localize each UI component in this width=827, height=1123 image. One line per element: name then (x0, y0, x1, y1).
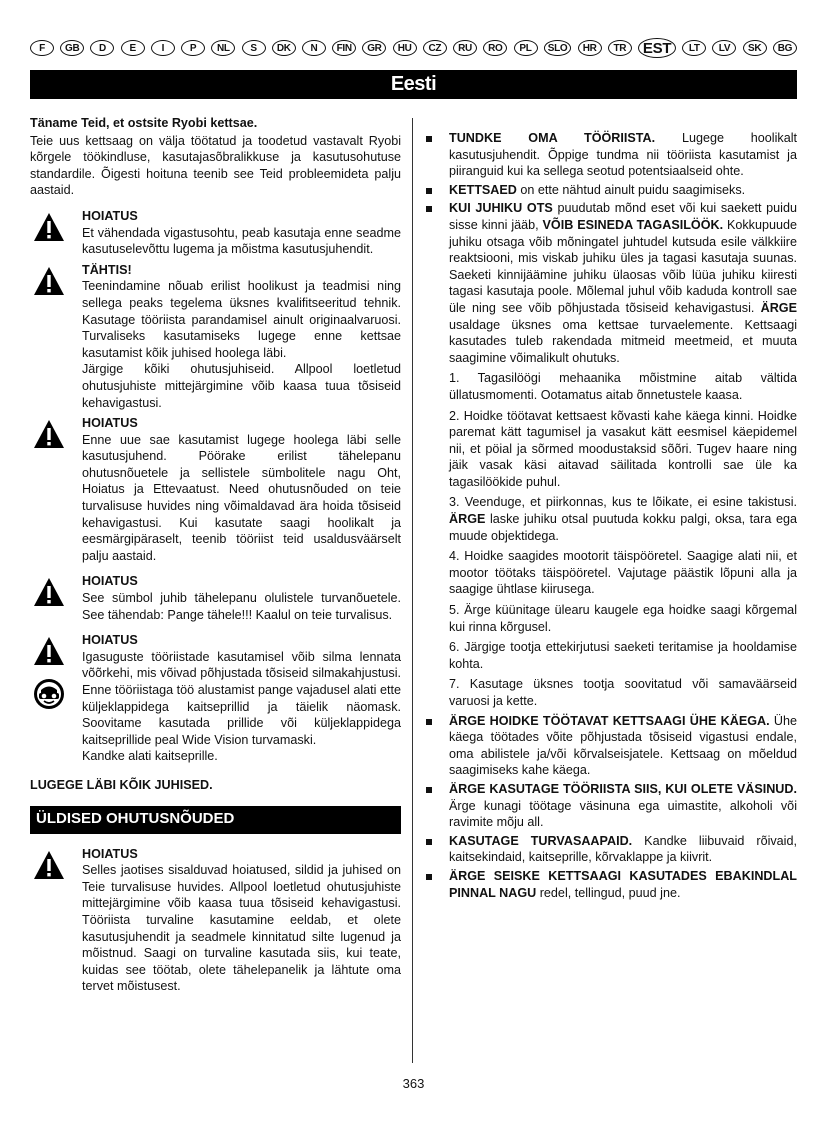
sub-item-emphasis: ÄRGE (449, 512, 486, 527)
list-item (424, 200, 797, 366)
sub-item: 1. Tagasilöögi mehaanika mõistmine aitab vältida üllatusmomenti. Ootamatus aitab õnnetustele kaasa. (449, 371, 797, 402)
bullet-icon (424, 130, 449, 180)
eye-protection-icon (33, 678, 65, 710)
warning-triangle-icon (33, 212, 65, 242)
item-heading: TUNDKE OMA TÖÖRIISTA. (449, 131, 656, 145)
warning-block (30, 632, 401, 765)
language-pill-fin: FIN (332, 40, 356, 56)
warning-title: HOIATUS (82, 416, 138, 431)
important-block (30, 262, 401, 411)
list-item (424, 182, 797, 199)
sub-item: 4. Hoidke saagides mootorit täispööretel. Saagige alati nii, et mootor töötaks täispööretel. Vajutage päästik lõpuni alla ja saagige ühtlase kiirusega. (449, 549, 797, 597)
language-pill-sk: SK (743, 40, 767, 56)
language-pill-est: EST (638, 38, 676, 58)
language-pill-tr: TR (608, 40, 632, 56)
warning-triangle-icon (33, 850, 65, 880)
bullet-icon (424, 713, 449, 779)
language-pill-ro: RO (483, 40, 507, 56)
language-pill-slo: SLO (544, 40, 572, 56)
bullet-icon (424, 200, 449, 366)
intro-text: Teie uus kettsaag on välja töötatud ja toodetud vastavalt Ryobi kõrgele töökindluse, kasutajasõbralikkuse ja kasutusohutuse standardile. Õigesti hoituna teenib see Teid probleemideta palju aastaid. (30, 133, 401, 198)
language-pill-n: N (302, 40, 326, 56)
warning-title: HOIATUS (82, 846, 138, 861)
list-item (424, 713, 797, 779)
item-heading: KUI JUHIKU OTS (449, 201, 553, 216)
warning-text: Selles jaotises sisalduvad hoiatused, sildid ja juhised on Teie turvalisuse huvides. Allpool loetletud ohutusjuhiste mittejärgimine võib kaasa tuua tõsiseid kehavigastusi. Tööriista turvaline kasutamine eeldab, et olete kasutusjuhendit ja seadmele kinnitatud silte lugenud ja mõistnud. Saagi on turvaline kasutada siis, kui teate, kuidas see töötab, olete tähelepanelik ja lähtute oma tervet mõistusest. (82, 863, 401, 994)
list-item (424, 868, 797, 901)
item-text: Kandke liibuvaid rõivaid, kaitsekindaid, kaitseprille, kõrvaklappe ja kiivrit. (449, 833, 797, 865)
item-text: usaldage üksnes oma kettsae turvaelemente. Kettsaagi kasutades tuleb rakendada mitmeid meetmeid, et muuta saagimine võimalikult ohutuks. (449, 317, 797, 365)
language-pill-s: S (242, 40, 266, 56)
warning-text: See sümbol juhib tähelepanu olulistele turvanõuetele. See tähendab: Pange tähele!!! Kaalul on teie turvalisus. (82, 591, 401, 622)
item-text: Ühe käega töötades võite põhjustada tõsiseid vigastusi endale, oma abilistele ja/või kõrvalseisjatele. Kettsaag on mõeldud saagimiseks kahe käega. (449, 713, 797, 778)
left-column (30, 115, 401, 995)
warning-text-2: Kandke alati kaitseprille. (82, 749, 218, 764)
language-pill-ru: RU (453, 40, 477, 56)
language-pill-hr: HR (578, 40, 602, 56)
bullet-icon (424, 833, 449, 866)
sub-item: 2. Hoidke töötavat kettsaest kõvasti kahe käega kinni. Hoidke paremat kätt tagumisel ja vasakut kätt eesmisel käepidemel nii, et pöial ja sõrmed moodustaksid sõõri. Tugev haare ning jäik vasak käsi aitavad säilitada kontrolli sae üle ka tagasilöökide puhul. (449, 408, 797, 489)
item-heading: KETTSAED (449, 182, 517, 197)
sub-item: 7. Kasutage üksnes tootja soovitatud või samaväärseid varuosi ja kette. (449, 677, 797, 708)
language-pill-d: D (90, 40, 114, 56)
item-text: on ette nähtud ainult puidu saagimiseks. (516, 182, 746, 197)
language-pill-gr: GR (362, 40, 386, 56)
warning-title: HOIATUS (82, 208, 138, 223)
language-pill-i: I (151, 40, 175, 56)
list-item (424, 833, 797, 866)
sub-item (424, 494, 797, 544)
right-column (424, 130, 797, 903)
item-text: puudutab mõnd eset või kui saekett puidu sisse kinni jääb, (449, 201, 797, 232)
section-heading: ÜLDISED OHUTUSNÕUDED (30, 806, 401, 834)
language-pill-bg: BG (773, 40, 797, 56)
warning-text: Igasuguste tööriistade kasutamisel võib silma lennata võõrkehi, mis võivad põhjustada tõsiseid silmakahjustusi. Enne tööriistaga töö alustamist pange vajadusel alati ette küljeklappidega kaitseprillid ja täielik näomask. Soovitame kasutada prillide või küljeklappidega kaitseprillide peal Wide Vision turvamaski. (82, 649, 401, 747)
warning-triangle-icon (33, 266, 65, 296)
sub-item-text: 3. Veenduge, et piirkonnas, kus te lõikate, ei esine takistusi. (449, 495, 797, 510)
important-title: TÄHTIS! (82, 262, 132, 277)
bullet-icon (424, 868, 449, 901)
warning-block (30, 208, 401, 258)
language-bar (30, 38, 797, 58)
sub-item-text: laske juhiku otsal puutuda kokku palgi, oksa, tara ega muude objektidega. (449, 512, 797, 543)
read-all-instructions: LUGEGE LÄBI KÕIK JUHISED. (30, 777, 213, 792)
item-text: redel, tellingud, puud jne. (536, 885, 681, 900)
language-pill-e: E (121, 40, 145, 56)
item-emphasis: VÕIB ESINEDA TAGASILÖÖK. (542, 217, 724, 232)
language-pill-gb: GB (60, 40, 84, 56)
warning-title: HOIATUS (82, 633, 138, 648)
warning-block (30, 846, 401, 995)
item-emphasis: ÄRGE (760, 300, 797, 315)
warning-triangle-icon (33, 419, 65, 449)
list-item (424, 130, 797, 180)
item-heading: ÄRGE SEISKE KETTSAAGI KASUTADES EBAKINDLAL PINNAL NAGU (449, 868, 797, 900)
item-heading: ÄRGE HOIDKE TÖÖTAVAT KETTSAAGI ÜHE KÄEGA. (449, 713, 770, 728)
page-title: Eesti (30, 70, 797, 99)
page-number: 363 (402, 1076, 425, 1091)
warning-text: Et vähendada vigastusohtu, peab kasutaja enne seadme kasutuselevõttu lugema ja mõistma kasutusjuhendit. (82, 225, 401, 257)
item-heading: ÄRGE KASUTAGE TÖÖRIISTA SIIS, KUI OLETE VÄSINUD. (449, 781, 797, 796)
language-pill-p: P (181, 40, 205, 56)
column-divider (412, 118, 413, 1063)
warning-text: Enne uue sae kasutamist lugege hoolega läbi selle kasutusjuhend. Pöörake erilist tähelepanu ohutusnõuetele ja sellistele sümbolitele nagu Oht, Hoiatus ja Ettevaatust. Need ohutusnõuded on teie turvalisuse huvides ning võimaldavad ära hoida tõsiseid kehavigastusi. Kui kasutate saagi hoolikalt ja eesmärgipäraselt, teenib tööriist teid usaldusväärselt palju aastaid. (82, 432, 401, 563)
language-pill-lt: LT (682, 40, 706, 56)
warning-triangle-icon (33, 636, 65, 666)
item-heading: KASUTAGE TURVASAAPAID. (449, 833, 633, 848)
language-pill-nl: NL (211, 40, 235, 56)
item-text: Kokkupuude juhiku otsaga võib mõningatel juhtudel kutsuda esile välkkiire reaktsiooni, mis viskab juhiku üles ja tagasi kasutaja suunas. Saeketi kinnijäämine juhiku ülaosas võib lüüa juhiku kiiresti tagasi kasutaja poole. Mõlemal juhul võib kaduda kontroll sae üle ning see võib põhjustada tõsiseid kehavigastusi. (449, 217, 798, 315)
warning-block (30, 415, 401, 564)
language-pill-f: F (30, 40, 54, 56)
bullet-icon (424, 781, 449, 831)
sub-item: 5. Ärge küünitage ülearu kaugele ega hoidke saagi kõrgemal kui rinna kõrgusel. (449, 603, 797, 634)
warning-triangle-icon (33, 577, 65, 607)
language-pill-pl: PL (514, 40, 538, 56)
item-text: Lugege hoolikalt kasutusjuhendit. Õppige tundma nii tööriista kasutamist ja piiranguid kui ka sellega seotud potentsiaalseid ohte. (449, 131, 797, 179)
language-pill-hu: HU (393, 40, 417, 56)
language-pill-cz: CZ (423, 40, 447, 56)
bullet-icon (424, 182, 449, 199)
warning-block (30, 573, 401, 623)
intro-title: Täname Teid, et ostsite Ryobi kettsae. (30, 116, 258, 130)
list-item (424, 781, 797, 831)
important-text: Teenindamine nõuab erilist hoolikust ja teadmisi ning sellega peaks tegelema üksnes kvalifitseeritud tehnik. Kasutage tööriista parandamisel ainult originaalvaruosi. Turvaliseks kasutamiseks lugege enne kettsae kasutamist kõik juhised hoolega läbi. (82, 279, 401, 360)
language-pill-lv: LV (712, 40, 736, 56)
language-pill-dk: DK (272, 40, 296, 56)
important-text-2: Järgige kõiki ohutusjuhiseid. Allpool loetletud ohutusjuhiste mittejärgimine võib kaasa tuua tõsiseid kehavigastusi. (82, 362, 401, 410)
sub-item: 6. Järgige tootja ettekirjutusi saeketi teritamise ja hooldamise kohta. (449, 640, 797, 671)
item-text: Ärge kunagi töötage väsinuna ega uimastite, alkoholi või ravimite mõju all. (449, 798, 797, 830)
warning-title: HOIATUS (82, 574, 138, 589)
